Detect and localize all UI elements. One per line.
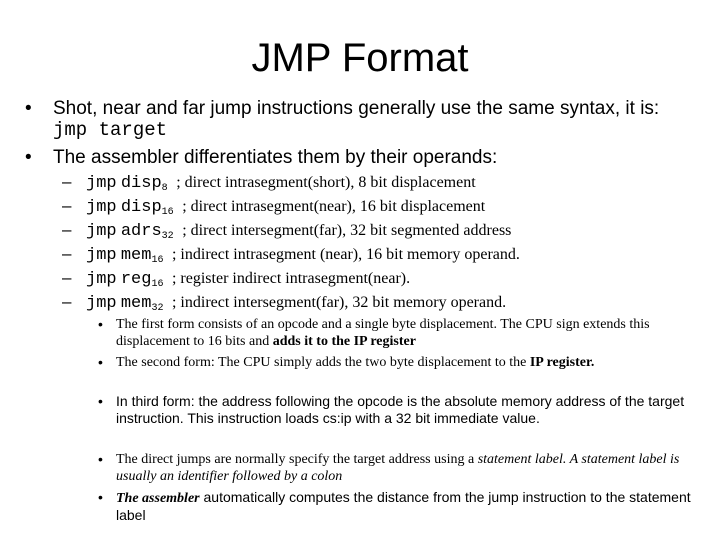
note-text: The second form: The CPU simply adds the two byte displacement to the (116, 355, 530, 370)
operand-subscript: 16 (161, 207, 174, 218)
opcode: jmp (86, 222, 117, 241)
note-emphasis: adds it to the IP register (272, 334, 416, 349)
comment: ; indirect intrasegment (near), 16 bit memory operand. (171, 246, 520, 263)
dash-marker: – (62, 172, 72, 191)
opcode: jmp (86, 270, 117, 289)
operand-subscript: 8 (161, 183, 168, 194)
note-assembler (98, 489, 708, 524)
note-bullet: • (98, 354, 103, 370)
instruction-row (62, 242, 520, 266)
comment: ; register indirect intrasegment(near). (171, 270, 411, 287)
instruction-row (62, 290, 506, 314)
operand-subscript: 16 (151, 255, 164, 266)
note-text: The direct jumps are normally specify the target address using a (116, 452, 478, 467)
bullet-marker: • (25, 98, 32, 119)
note-second-form (98, 354, 708, 371)
dash-marker: – (62, 268, 72, 287)
slide-title: JMP Format (251, 36, 469, 80)
operand-subscript: 32 (151, 303, 164, 314)
operand: disp (120, 198, 162, 217)
operand: reg (120, 270, 152, 289)
instruction-row (62, 266, 410, 290)
note-emphasis: IP register. (529, 355, 595, 370)
instruction-row (62, 194, 485, 218)
note-bullet: • (98, 451, 103, 467)
operand: disp (120, 174, 162, 193)
bullet-marker: • (25, 147, 32, 168)
operand: mem (120, 246, 152, 265)
instruction-row (62, 218, 511, 242)
dash-marker: – (62, 292, 72, 311)
comment: ; direct intersegment(far), 32 bit segmented address (182, 222, 512, 239)
comment: ; direct intrasegment(near), 16 bit displacement (182, 198, 486, 215)
note-third-form (98, 393, 708, 427)
operand: mem (120, 294, 152, 313)
note-bullet: • (98, 393, 103, 409)
opcode: jmp (86, 198, 117, 217)
bullet-operands (25, 146, 497, 170)
operand-subscript: 32 (161, 231, 174, 242)
bullet-text: The assembler differentiates them by their operands: (53, 147, 498, 168)
comment: ; indirect intersegment(far), 32 bit memory operand. (171, 294, 507, 311)
dash-marker: – (62, 196, 72, 215)
bullet-text: Shot, near and far jump instructions generally use the same syntax, it is: (53, 98, 660, 119)
note-text: The first form consists of an opcode and a single byte displacement. The CPU sign extends this displacement to 16 bits and (116, 317, 650, 349)
operand-subscript: 16 (151, 279, 164, 290)
note-italic: statement label (477, 452, 563, 467)
bullet-syntax (25, 97, 659, 121)
comment: ; direct intrasegment(short), 8 bit displacement (176, 174, 476, 191)
dash-marker: – (62, 220, 72, 239)
opcode: jmp (86, 246, 117, 265)
note-italic: . A statement label is usually an identifier followed by a colon (116, 452, 680, 484)
instruction-row (62, 170, 476, 194)
opcode: jmp (86, 174, 117, 193)
opcode: jmp (86, 294, 117, 313)
dash-marker: – (62, 244, 72, 263)
syntax-code: jmp target (53, 119, 168, 141)
operand: adrs (120, 222, 162, 241)
note-text: automatically computes the distance from the jump instruction to the statement label (116, 489, 691, 523)
note-direct-jumps (98, 451, 708, 485)
note-first-form (98, 316, 708, 350)
note-text: In third form: the address following the opcode is the absolute memory address of the target instruction. This instruction loads cs:ip with a 32 bit immediate value. (116, 393, 685, 426)
note-bullet: • (98, 316, 103, 332)
note-bullet: • (98, 489, 103, 505)
note-emphasis: The assembler (116, 491, 200, 506)
